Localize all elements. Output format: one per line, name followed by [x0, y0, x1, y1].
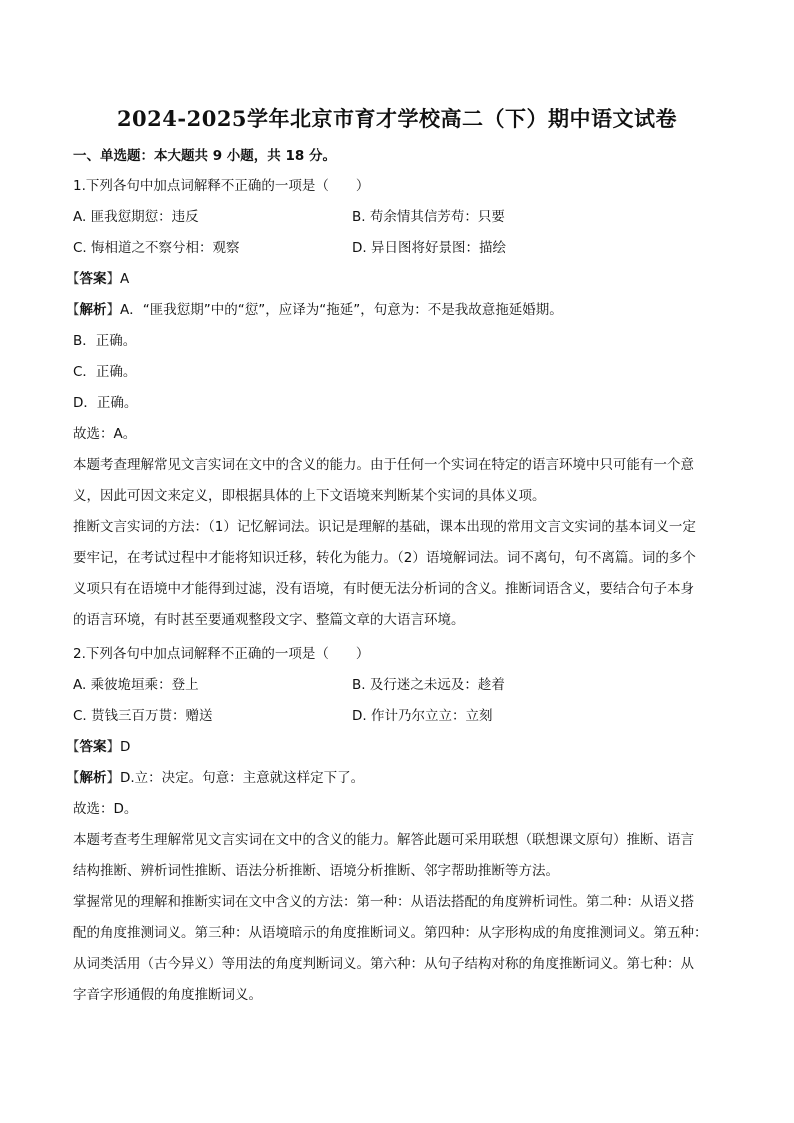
analysis-text: A．“匪我愆期”中的“愆”，应译为“拖延”，句意为：不是我故意拖延婚期。	[120, 302, 563, 318]
question-1-method-line: 要牢记，在考试过程中才能将知识迁移，转化为能力。（2）语境解词法。词不离句，句不离篇。词的多个	[73, 550, 696, 566]
question-1-analysis: 【解析】A．“匪我愆期”中的“愆”，应译为“拖延”，句意为：不是我故意拖延婚期。	[66, 302, 563, 318]
question-1-c-note: C．正确。	[73, 364, 137, 380]
page-title: 2024-2025学年北京市育才学校高二（下）期中语文试卷	[116, 106, 678, 131]
question-2-option-c: C. 贳钱三百万贳：赠送	[73, 708, 213, 724]
question-2-method-line: 掌握常见的理解和推断实词在文中含义的方法：第一种：从语法搭配的角度辨析词性。第二种：从语义搭	[73, 894, 694, 910]
question-1-b-note: B．正确。	[73, 333, 137, 349]
question-1-method-line: 义项只有在语境中才能得到过滤，没有语境，有时便无法分析词的含义。推断词语含义，要结合句子本身	[73, 581, 694, 597]
analysis-text: D.立：决定。句意：主意就这样定下了。	[120, 770, 365, 786]
question-2-option-d: D. 作计乃尔立立：立刻	[352, 708, 493, 724]
question-1-choice: 故选：A。	[73, 426, 137, 442]
question-2-answer: 【答案】D	[66, 739, 131, 755]
question-1-stem: 1.下列各句中加点词解释不正确的一项是（ ）	[73, 178, 370, 194]
question-2-method-line: 配的角度推测词义。第三种：从语境暗示的角度推断词义。第四种：从字形构成的角度推测词义。第五种：	[73, 925, 708, 941]
question-2-method-line: 从词类活用（古今异义）等用法的角度判断词义。第六种：从句子结构对称的角度推断词义。第七种：从	[73, 956, 694, 972]
answer-value: A	[120, 271, 130, 287]
answer-tag: 答案	[79, 739, 107, 755]
question-1-option-c: C. 悔相道之不察兮相：观察	[73, 240, 240, 256]
question-1-option-b: B. 苟余情其信芳苟：只要	[352, 209, 505, 225]
answer-tag: 答案	[79, 271, 107, 287]
question-1-method-line: 推断文言实词的方法：（1）记忆解词法。识记是理解的基础，课本出现的常用文言文实词的基本词义一定	[73, 519, 696, 535]
question-2-option-b: B. 及行迷之未远及：趁着	[352, 677, 505, 693]
question-2-stem: 2.下列各句中加点词解释不正确的一项是（ ）	[73, 646, 370, 662]
question-1-d-note: D．正确。	[73, 395, 138, 411]
question-2-explanation-line: 本题考查考生理解常见文言实词在文中的含义的能力。解答此题可采用联想（联想课文原句）推断、语言	[73, 832, 694, 848]
question-1-explanation-line: 义，因此可因文来定义，即根据具体的上下文语境来判断某个实词的具体义项。	[73, 488, 546, 504]
question-2-choice: 故选：D。	[73, 801, 138, 817]
question-1-option-a: A. 匪我愆期愆：违反	[73, 209, 199, 225]
section-heading: 一、单选题：本大题共 9 小题，共 18 分。	[73, 148, 336, 164]
question-2-explanation-line: 结构推断、辨析词性推断、语法分析推断、语境分析推断、邻字帮助推断等方法。	[73, 863, 559, 879]
question-1-option-d: D. 异日图将好景图：描绘	[352, 240, 506, 256]
analysis-tag: 解析	[79, 302, 107, 318]
answer-value: D	[120, 739, 131, 755]
question-1-explanation-line: 本题考查理解常见文言实词在文中的含义的能力。由于任何一个实词在特定的语言环境中只可能有一个意	[73, 457, 694, 473]
question-2-option-a: A. 乘彼垝垣乘：登上	[73, 677, 199, 693]
question-1-method-line: 的语言环境，有时甚至要通观整段文字、整篇文章的大语言环境。	[73, 612, 465, 628]
question-2-method-line: 字音字形通假的角度推断词义。	[73, 987, 262, 1003]
question-1-answer: 【答案】A	[66, 271, 130, 287]
question-2-analysis: 【解析】D.立：决定。句意：主意就这样定下了。	[66, 770, 365, 786]
analysis-tag: 解析	[79, 770, 107, 786]
